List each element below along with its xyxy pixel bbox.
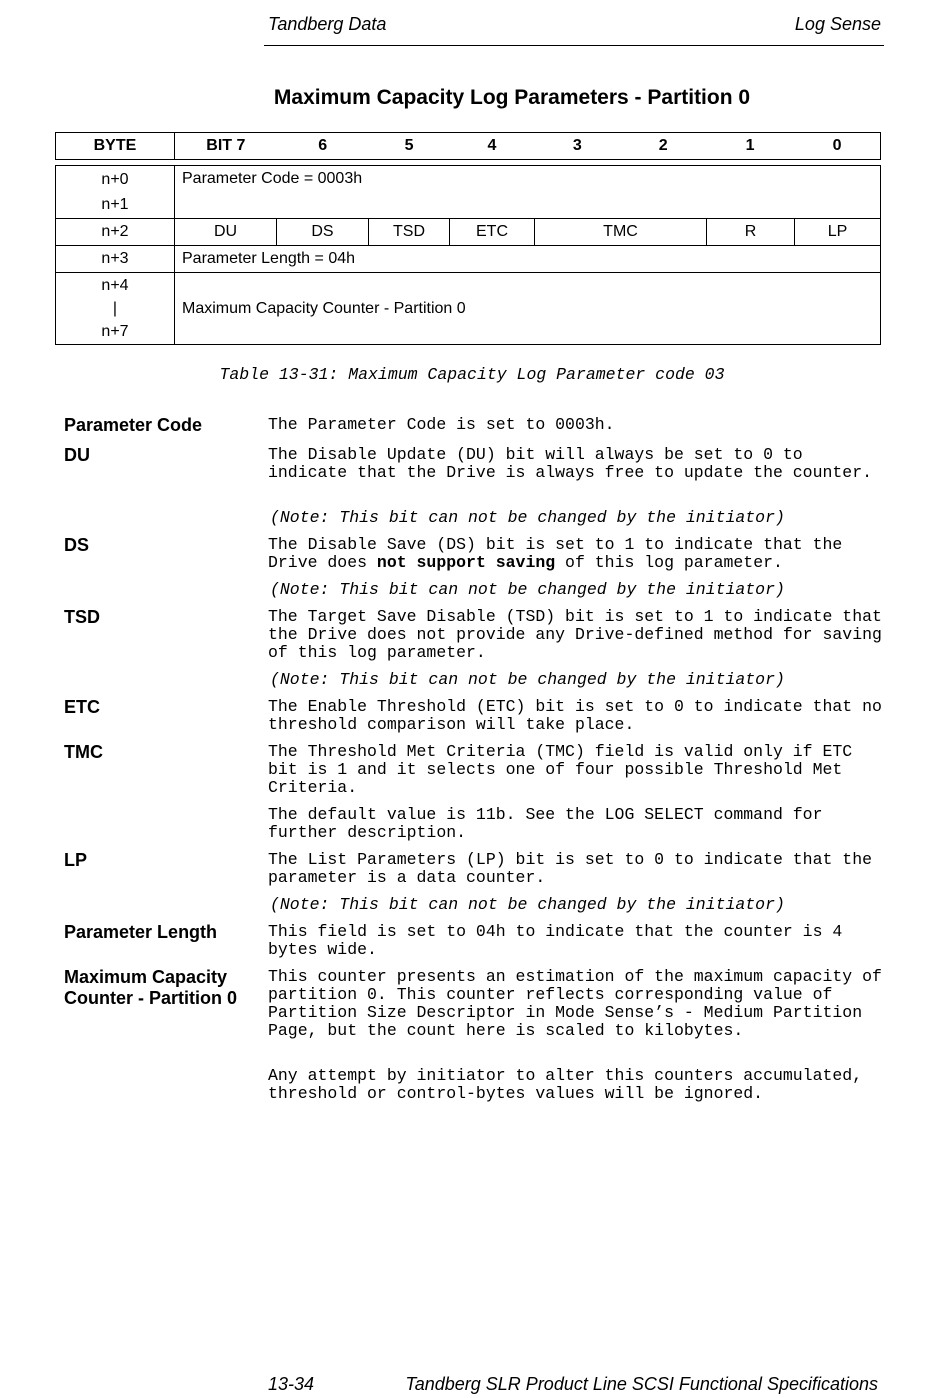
parameter-table <box>55 165 881 345</box>
desc-ds <box>268 536 883 572</box>
byte-cell: n+3 <box>56 246 175 273</box>
bit-header-table <box>55 132 881 160</box>
byte-cell: n+1 <box>56 192 175 219</box>
r-cell: R <box>707 219 795 246</box>
etc-cell: ETC <box>450 219 535 246</box>
header-left: Tandberg Data <box>268 14 387 34</box>
term-etc: ETC <box>64 697 100 717</box>
byte-range-separator: | <box>112 300 118 317</box>
desc-etc: The Enable Threshold (ETC) bit is set to 0 to indicate that no threshold comparison will take place. <box>268 697 882 734</box>
tsd-cell: TSD <box>369 219 450 246</box>
header-right: Log Sense <box>794 14 881 34</box>
term-parameter-code: Parameter Code <box>64 415 203 435</box>
counter-cell: Maximum Capacity Counter - Partition 0 <box>175 273 881 345</box>
desc-ds-text: The Disable Save (DS) bit is set to 1 to indicate that the Drive does <box>268 535 843 572</box>
desc-max-capacity-attempt: Any attempt by initiator to alter this counters accumulated, threshold or control-bytes values will be ignored. <box>268 1066 863 1103</box>
bit1-header: 1 <box>706 133 794 160</box>
table-row <box>56 166 881 192</box>
term-max-capacity-counter <box>64 967 237 1009</box>
du-cell: DU <box>175 219 277 246</box>
term-lp: LP <box>64 850 88 870</box>
bit0-header: 0 <box>794 133 880 160</box>
bit2-header: 2 <box>620 133 706 160</box>
term-parameter-length: Parameter Length <box>64 922 218 942</box>
ds-cell: DS <box>277 219 369 246</box>
footer-page-number: 13-34 <box>268 1374 315 1394</box>
bit3-header: 3 <box>534 133 620 160</box>
desc-tsd: The Target Save Disable (TSD) bit is set to 1 to indicate that the Drive does not provide any Drive-defined method for saving of this log parameter. <box>268 607 882 662</box>
note-ds: (Note: This bit can not be changed by the initiator) <box>270 580 785 599</box>
byte-end: n+7 <box>101 323 129 340</box>
term-tmc: TMC <box>64 742 103 762</box>
desc-lp: The List Parameters (LP) bit is set to 0 to indicate that the parameter is a data counter. <box>268 850 872 887</box>
term-max-capacity-line1: Maximum Capacity <box>64 967 228 987</box>
desc-max-capacity-counter: This counter presents an estimation of the maximum capacity of partition 0. This counter reflects corresponding value of Partition Size Descriptor in Mode Sense’s - Medium Partition Page, but the count here is scaled to kilobytes. <box>268 967 882 1040</box>
bit4-header: 4 <box>450 133 535 160</box>
desc-tmc-default: The default value is 11b. See the LOG SELECT command for further description. <box>268 805 823 842</box>
desc-parameter-length: This field is set to 04h to indicate that the counter is 4 bytes wide. <box>268 922 843 959</box>
desc-parameter-code: The Parameter Code is set to 0003h. <box>268 415 615 434</box>
byte-range-cell <box>56 273 175 345</box>
term-du: DU <box>64 445 90 465</box>
tmc-cell: TMC <box>535 219 707 246</box>
table-row <box>56 219 881 246</box>
note-tsd: (Note: This bit can not be changed by the initiator) <box>270 670 785 689</box>
table-row <box>56 246 881 273</box>
parameter-length-cell: Parameter Length = 04h <box>175 246 881 273</box>
parameter-code-cell: Parameter Code = 0003h <box>175 166 881 219</box>
header-rule <box>264 45 884 46</box>
byte-cell: n+0 <box>56 166 175 192</box>
lp-cell: LP <box>795 219 881 246</box>
bit6-header: 6 <box>277 133 369 160</box>
table-caption: Table 13-31: Maximum Capacity Log Parameter code 03 <box>219 365 725 384</box>
term-ds: DS <box>64 535 90 555</box>
page-title: Maximum Capacity Log Parameters - Partition 0 <box>273 86 751 109</box>
table-row <box>56 273 881 345</box>
byte-start: n+4 <box>101 277 129 294</box>
byte-header: BYTE <box>56 133 175 160</box>
bit-header-row <box>56 133 881 160</box>
desc-tmc: The Threshold Met Criteria (TMC) field is valid only if ETC bit is 1 and it selects one of four possible Threshold Met Criteria. <box>268 742 853 797</box>
byte-cell: n+2 <box>56 219 175 246</box>
bit7-header: BIT 7 <box>174 133 276 160</box>
desc-du: The Disable Update (DU) bit will always be set to 0 to indicate that the Drive is always free to update the counter. <box>268 445 872 482</box>
desc-ds-text-end: of this log parameter. <box>555 553 783 572</box>
term-tsd: TSD <box>64 607 100 627</box>
bit5-header: 5 <box>369 133 450 160</box>
note-lp: (Note: This bit can not be changed by the initiator) <box>270 895 785 914</box>
desc-ds-emphasis: not support saving <box>376 553 556 572</box>
footer-document-title: Tandberg SLR Product Line SCSI Functional Specifications <box>405 1374 878 1394</box>
term-max-capacity-line2: Counter - Partition 0 <box>64 988 238 1008</box>
note-du: (Note: This bit can not be changed by the initiator) <box>270 508 785 527</box>
